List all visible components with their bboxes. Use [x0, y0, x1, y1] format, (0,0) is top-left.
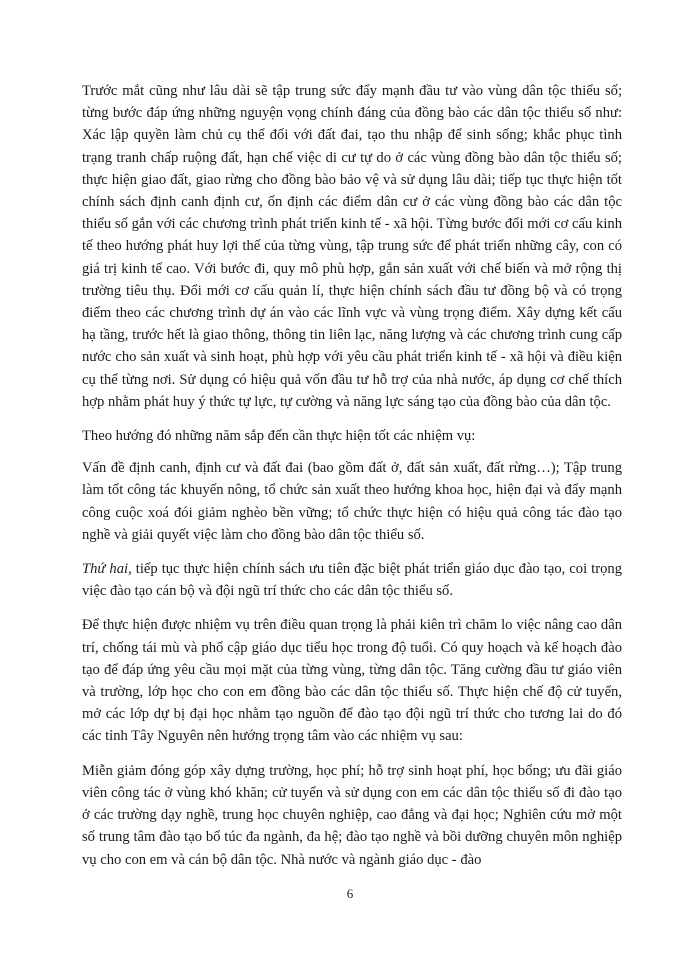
paragraph-education: Để thực hiện được nhiệm vụ trên điều quan trọng là phải kiên trì chăm lo việc nâng cao dân trí, chống tái mù và phổ cập giáo dục tiểu học trong độ tuổi. Có quy hoạch và kế hoạch đào tạo để đáp ứng yêu cầu mọi mặt của từng vùng, từng dân tộc. Tăng cường đầu tư giáo viên và trường, lớp học cho con em đồng bào các dân tộc thiểu số. Thực hiện chế độ cử tuyển, mở các lớp dự bị đại học nhằm tạo nguồn để đào tạo đội ngũ trí thức cho tương lai do đó các tỉnh Tây Nguyên nên hướng trọng tâm vào các nhiệm vụ sau:: [82, 617, 622, 745]
paragraph-support: Miễn giảm đóng góp xây dựng trường, học phí; hỗ trợ sinh hoạt phí, học bổng; ưu đãi giáo viên công tác ở vùng khó khăn; cử tuyển và sử dụng con em các dân tộc thiểu số đi đào tạo ở các trường dạy nghề, trung học chuyên nghiệp, cao đẳng và đại học; Nghiên cứu mở một số trung tâm đào tạo bổ túc đa ngành, đa hệ; đào tạo nghề và bồi dưỡng chuyên môn nghiệp vụ cho con em và cán bộ dân tộc. Nhà nước và ngành giáo dục - đào: [82, 762, 622, 868]
paragraph-first-task: Vấn đề định canh, định cư và đất đai (bao gồm đất ở, đất sản xuất, đất rừng…); Tập trung làm tốt công tác khuyến nông, tổ chức sản xuất theo hướng khoa học, hiện đại và đẩy mạnh công cuộc xoá đói giảm nghèo bền vững; tổ chức thực hiện có hiệu quả công tác đào tạo nghề và giải quyết việc làm cho đồng bào dân tộc thiểu số.: [82, 460, 622, 543]
second-item-text: tiếp tục thực hiện chính sách ưu tiên đặc biệt phát triển giáo dục đào tạo, coi trọng việc đào tạo cán bộ và đội ngũ trí thức cho các dân tộc thiểu số.: [82, 561, 622, 600]
paragraph-direction: Theo hướng đó những năm sắp đến cần thực hiện tốt các nhiệm vụ:: [82, 428, 476, 445]
paragraph-second-task: [82, 558, 622, 602]
document-body: [82, 80, 622, 883]
second-item-lead: Thứ hai,: [82, 561, 132, 578]
paragraph-investment: Trước mắt cũng như lâu dài sẽ tập trung sức đẩy mạnh đầu tư vào vùng dân tộc thiểu số; từng bước đáp ứng những nguyện vọng chính đáng của đồng bào các dân tộc thiểu số như: Xác lập quyền làm chủ cụ thể đối với đất đai, tạo thu nhập để sinh sống; khắc phục tình trạng tranh chấp ruộng đất, hạn chế việc di cư tự do ở các vùng đồng bào dân tộc thiểu số; thực hiện giao đất, giao rừng cho đồng bào bảo vệ và sử dụng lâu dài; tiếp tục thực hiện tốt chính sách định canh định cư, ổn định các điểm dân cư ở các vùng đồng bào các dân tộc thiểu số gắn với các chương trình phát triển kinh tế - xã hội. Từng bước đổi mới cơ cấu kinh tế theo hướng phát huy lợi thế của từng vùng, tập trung sức để phát triển những cây, con có giá trị kinh tế cao. Với bước đi, quy mô phù hợp, gắn sản xuất với chế biến và mở rộng thị trường tiêu thụ. Đổi mới cơ cấu quản lí, thực hiện chính sách đầu tư đồng bộ và có trọng điểm theo các chương trình dự án vào các lĩnh vực và vùng trọng điểm. Xây dựng kết cấu hạ tầng, trước hết là giao thông, thông tin liên lạc, năng lượng và các chương trình cung cấp nước cho sản xuất và sinh hoạt, phù hợp với yêu cầu phát triển kinh tế - xã hội và điều kiện cụ thể từng nơi. Sử dụng có hiệu quả vốn đầu tư hỗ trợ của nhà nước, áp dụng cơ chế thích hợp nhằm phát huy ý thức tự lực, tự cường và năng lực sáng tạo của đồng bào của dân tộc.: [82, 83, 622, 410]
page-number: 6: [346, 886, 354, 901]
